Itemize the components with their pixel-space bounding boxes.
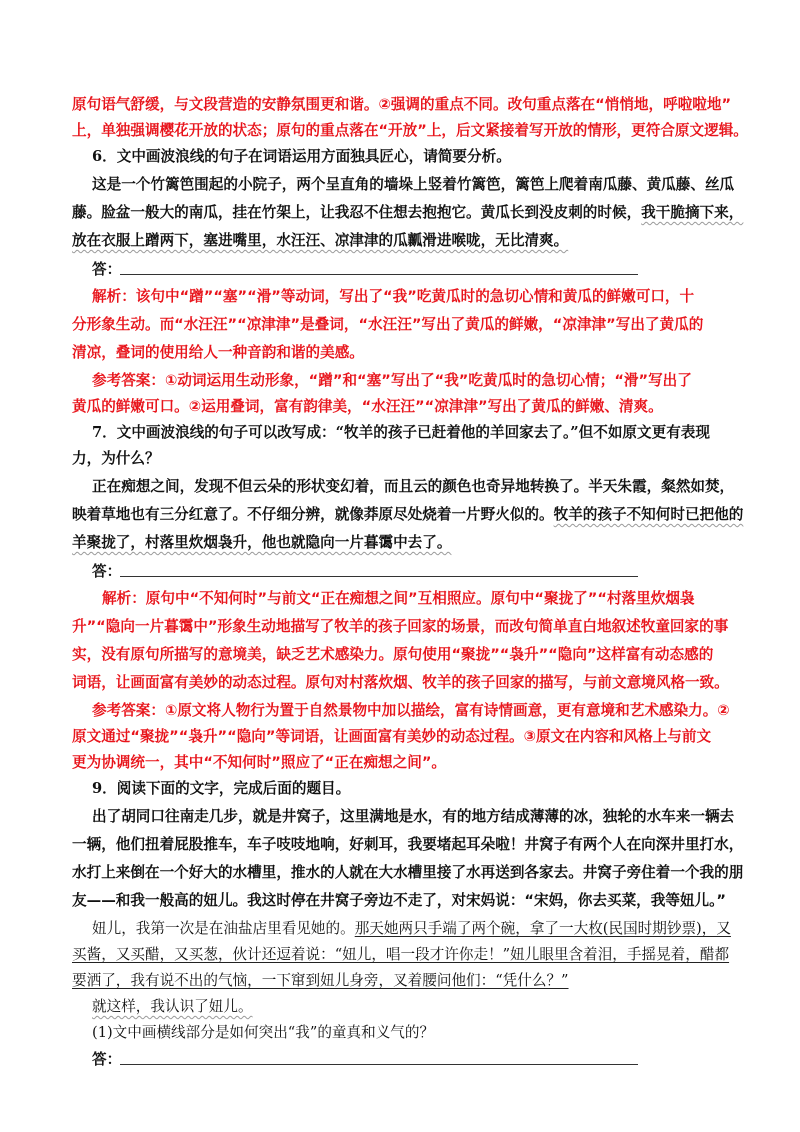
q9-answer-label: 答： <box>92 1051 122 1068</box>
q9-answer-field[interactable] <box>120 1064 638 1065</box>
q7-analysis-line-1: 解析：原句中“不知何时”与前文“正在痴想之间”互相照应。原句中“聚拢了”“村落里炊烟袅 <box>102 590 695 607</box>
q9-underlined-text-a: 那天她两只手端了两个碗，拿了一大枚(民国时期钞票)，又 <box>354 920 731 937</box>
prev-answer-line-1: 原句语气舒缓，与文段营造的安静氛围更和谐。②强调的重点不同。改句重点落在“悄悄地，呼啦啦地” <box>72 96 732 113</box>
q7-answer-field[interactable] <box>120 576 638 577</box>
q7-answer-label: 答： <box>92 563 122 580</box>
q9-underlined-text-c: 要洒了，我有说不出的气恼，一下窜到妞儿身旁，叉着腰问他们：“凭什么？” <box>72 972 569 989</box>
q6-analysis-line-3: 清凉，叠词的使用给人一种音韵和谐的美感。 <box>72 344 364 361</box>
q6-analysis-line-1: 解析：该句中“蹭”“塞”“滑”等动词，写出了“我”吃黄瓜时的急切心情和黄瓜的鲜嫩可口，十 <box>92 288 695 305</box>
q7-analysis-line-3: 实，没有原句所描写的意境美，缺乏艺术感染力。原句使用“聚拢”“袅升”“隐向”这样富有动态感的 <box>72 646 714 663</box>
q9-passage-line-4: 友——和我一般高的妞儿。我这时停在井窝子旁边不走了，对宋妈说：“宋妈，你去买菜，我等妞儿。” <box>72 892 727 909</box>
q9-passage-line-1: 出了胡同口往南走几步，就是井窝子，这里满地是水，有的地方结成薄薄的冰，独轮的水车来一辆去 <box>92 808 735 825</box>
q9-underlined-text-b: 买酱，又买醋，又买葱，伙计还逗着说：“妞儿，唱一段才许你走！”妞儿眼里含着泪，手摇晃着，醋都 <box>72 946 730 963</box>
q7-reference-line-3: 更为协调统一，其中“不知何时”照应了“正在痴想之间”。 <box>72 754 447 771</box>
question-9-prompt: 9．阅读下面的文字，完成后面的题目。 <box>92 780 351 797</box>
q9-passage-line-5a: 妞儿，我第一次是在油盐店里看见她的。 <box>92 920 355 937</box>
q6-analysis-line-2: 分形象生动。而“水汪汪”“凉津津”是叠词，“水汪汪”写出了黄瓜的鲜嫩，“凉津津”写出了黄瓜的 <box>72 316 704 333</box>
q7-analysis-line-4: 词语，让画面富有美妙的动态过程。原句对村落炊烟、牧羊的孩子回家的描写，与前文意境风格一致。 <box>72 674 729 691</box>
q6-answer-field[interactable] <box>120 274 638 275</box>
q6-reference-line-2: 黄瓜的鲜嫩可口。②运用叠词，富有韵律美，“水汪汪”“凉津津”写出了黄瓜的鲜嫩、清爽。 <box>72 398 663 415</box>
question-6-prompt: 6．文中画波浪线的句子在词语运用方面独具匠心，请简要分析。 <box>92 148 511 165</box>
q7-wavy-text-b: 羊聚拢了，村落里炊烟袅升，他也就隐向一片暮霭中去了。 <box>72 534 452 551</box>
q9-passage-line-3: 水打上来倒在一个好大的水槽里，推水的人就在大水槽里接了水再送到各家去。井窝子旁住着一个我的朋 <box>72 864 744 881</box>
q6-wavy-text-a: 我干脆摘下来， <box>641 204 744 221</box>
question-7-prompt-line-1: 7．文中画波浪线的句子可以改写成：“牧羊的孩子已赶着他的羊回家去了。”但不如原文更有表现 <box>92 424 710 441</box>
q6-answer-label: 答： <box>92 261 122 278</box>
question-7-prompt-line-2: 力，为什么？ <box>72 450 160 467</box>
q7-analysis-line-2: 升”“隐向一片暮霭中”形象生动地描写了牧羊的孩子回家的场景，而改句简单直白地叙述牧童回家的事 <box>72 618 729 635</box>
q7-wavy-text-a: 牧羊的孩子不知何时已把他的 <box>553 506 744 523</box>
q7-passage-line-2 <box>72 504 743 526</box>
q9-subquestion-1: (1)文中画横线部分是如何突出“我”的童真和义气的？ <box>92 1024 435 1041</box>
q7-reference-line-1: 参考答案：①原文将人物行为置于自然景物中加以描绘，富有诗情画意，更有意境和艺术感染力。② <box>92 702 730 719</box>
q6-passage-line-1: 这是一个竹篱笆围起的小院子，两个呈直角的墙垛上竖着竹篱笆，篱笆上爬着南瓜藤、黄瓜藤、丝瓜 <box>92 176 735 193</box>
q9-passage-line-8: 就这样，我认识了妞儿。 <box>92 998 253 1015</box>
q6-passage-line-2a: 藤。脸盆一般大的南瓜，挂在竹架上，让我忍不住想去抱抱它。黄瓜长到没皮刺的时候， <box>72 204 642 221</box>
q9-passage-line-2: 一辆，他们扭着屁股推车，车子吱吱地响，好刺耳，我要堵起耳朵啦！井窝子有两个人在向深井里打水， <box>72 836 744 853</box>
q7-passage-line-2a: 映着草地也有三分红意了。不仔细分辨，就像莽原尽处烧着一片野火似的。 <box>72 506 554 523</box>
q6-passage-line-2 <box>72 202 743 224</box>
q6-wavy-text-b: 放在衣服上蹭两下，塞进嘴里，水汪汪、凉津津的瓜瓤滑进喉咙，无比清爽。 <box>72 232 569 249</box>
q6-reference-line-1: 参考答案：①动词运用生动形象，“蹭”和“塞”写出了“我”吃黄瓜时的急切心情；“滑”写出了 <box>92 372 692 389</box>
q7-reference-line-2: 原文通过“聚拢”“袅升”“隐向”等词语，让画面富有美妙的动态过程。③原文在内容和风格上与前文 <box>72 728 712 745</box>
q7-passage-line-1: 正在痴想之间，发现不但云朵的形状变幻着，而且云的颜色也奇异地转换了。半天朱霞，粲然如焚， <box>92 478 735 495</box>
prev-answer-line-2: 上，单独强调樱花开放的状态；原句的重点落在“开放”上，后文紧接着写开放的情形，更符合原文逻辑。 <box>72 122 748 139</box>
q9-passage-line-5 <box>92 918 731 940</box>
